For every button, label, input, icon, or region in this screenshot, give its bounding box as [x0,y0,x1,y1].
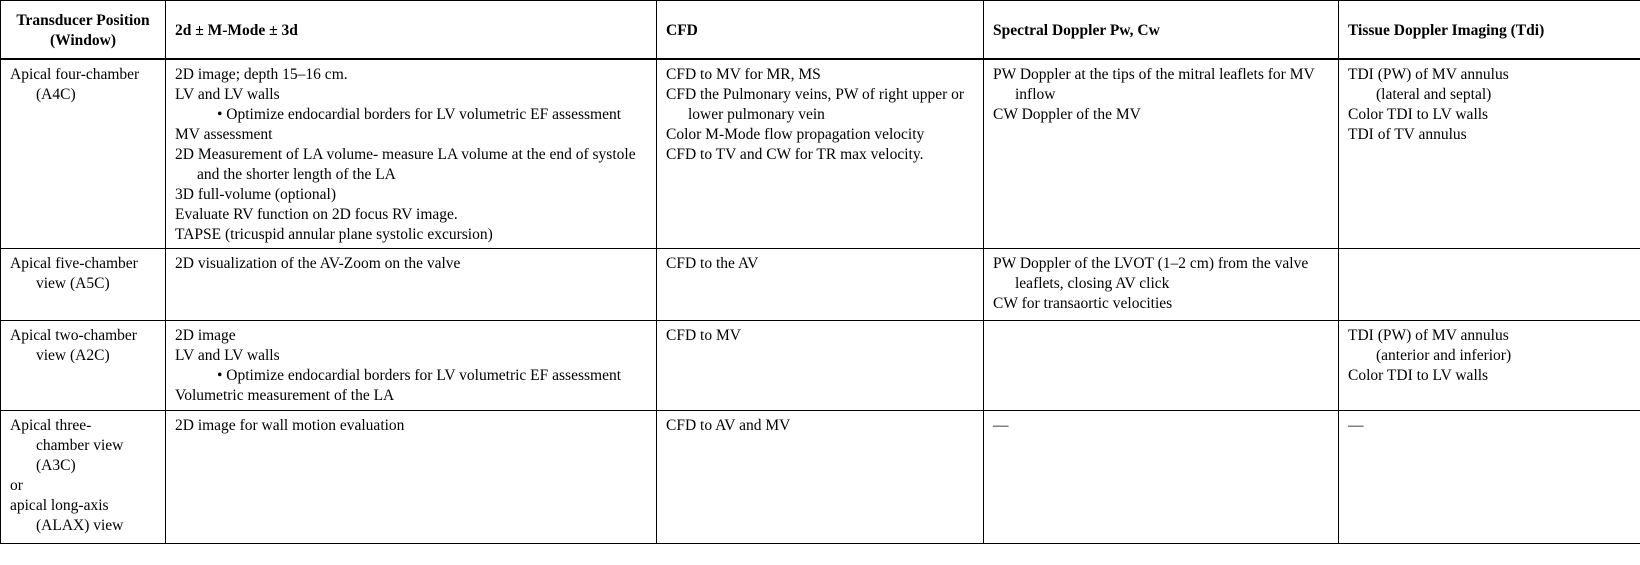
cell-position-a4c [1,59,166,249]
cell-position-a2c [1,321,166,411]
position-text: (ALAX) view [36,517,124,534]
cell-line: 3D full-volume (optional) [175,186,336,203]
cell-line: 2D Measurement of LA volume- measure LA volume at the end of systole and the shorter length of the LA [175,146,636,183]
cell-line: LV and LV walls [175,347,280,364]
cell-spectral-a4c [984,59,1339,249]
cell-line: CFD to MV for MR, MS [666,66,821,83]
cell-line: — [1348,417,1364,434]
table-row-a2c [1,321,1640,411]
header-transducer-position-line1: Transducer Position [16,12,150,29]
position-text: (A4C) [36,86,76,103]
position-text: view (A5C) [36,275,110,292]
cell-line: Color TDI to LV walls [1348,367,1489,384]
position-text: Apical five-chamber [10,255,138,272]
cell-2d-a5c [166,249,657,321]
header-cfd: CFD [657,1,984,60]
table-row-a5c [1,249,1640,321]
cell-line: TDI of TV annulus [1348,126,1467,143]
cell-spectral-a2c [984,321,1339,411]
cell-line: LV and LV walls [175,86,280,103]
cell-line: CFD the Pulmonary veins, PW of right upper or lower pulmonary vein [666,86,965,123]
cell-line: 2D image for wall motion evaluation [175,417,405,434]
header-transducer-position-line2: (Window) [49,32,117,49]
header-transducer-position [1,1,166,60]
header-tissue-doppler: Tissue Doppler Imaging (Tdi) [1339,1,1640,60]
cell-cfd-a3c [657,411,984,544]
table-header-row [1,1,1640,60]
bullet-line: • Optimize endocardial borders for LV volumetric EF assessment [217,367,622,384]
cell-line: PW Doppler of the LVOT (1–2 cm) from the valve leaflets, closing AV click [993,255,1309,292]
position-text: Apical two-chamber [10,327,137,344]
cell-line: Evaluate RV function on 2D focus RV image. [175,206,458,223]
cell-tdi-a3c [1339,411,1640,544]
position-text: apical long-axis [10,497,109,514]
cell-line: CFD to the AV [666,255,759,272]
cell-cfd-a4c [657,59,984,249]
cell-line: CW for transaortic velocities [993,295,1173,312]
cell-2d-a3c [166,411,657,544]
table-row-a3c [1,411,1640,544]
cell-line: 2D image; depth 15–16 cm. [175,66,348,83]
cell-line: Volumetric measurement of the LA [175,387,395,404]
position-text: or [10,477,23,494]
cell-line: TDI (PW) of MV annulus [1348,327,1509,344]
cell-2d-a2c [166,321,657,411]
cell-line: 2D visualization of the AV-Zoom on the valve [175,255,461,272]
table-row-a4c [1,59,1640,249]
position-text: (A3C) [36,457,76,474]
cell-line: CFD to MV [666,327,741,344]
cell-tdi-a4c [1339,59,1640,249]
cell-line: CW Doppler of the MV [993,106,1141,123]
cell-line: Color TDI to LV walls [1348,106,1489,123]
cell-line: (lateral and septal) [1376,86,1492,103]
bullet-line: • Optimize endocardial borders for LV volumetric EF assessment [217,106,622,123]
position-text: view (A2C) [36,347,110,364]
cell-line: PW Doppler at the tips of the mitral leaflets for MV inflow [993,66,1315,103]
position-text: chamber view [36,437,124,454]
cell-line: TAPSE (tricuspid annular plane systolic excursion) [175,226,493,243]
cell-spectral-a5c [984,249,1339,321]
cell-position-a5c [1,249,166,321]
cell-line: TDI (PW) of MV annulus [1348,66,1509,83]
position-text: Apical three- [10,417,92,434]
cell-cfd-a2c [657,321,984,411]
cell-spectral-a3c [984,411,1339,544]
cell-line: — [993,417,1009,434]
cell-line: 2D image [175,327,236,344]
cell-position-a3c [1,411,166,544]
cell-cfd-a5c [657,249,984,321]
cell-line: CFD to AV and MV [666,417,791,434]
cell-tdi-a2c [1339,321,1640,411]
header-2d-mmode-3d: 2d ± M-Mode ± 3d [166,1,657,60]
header-spectral-doppler: Spectral Doppler Pw, Cw [984,1,1339,60]
cell-line: (anterior and inferior) [1376,347,1512,364]
cell-line: MV assessment [175,126,273,143]
position-text: Apical four-chamber [10,66,140,83]
cell-2d-a4c [166,59,657,249]
cell-tdi-a5c [1339,249,1640,321]
cell-line: CFD to TV and CW for TR max velocity. [666,146,924,163]
cell-line: Color M-Mode flow propagation velocity [666,126,925,143]
